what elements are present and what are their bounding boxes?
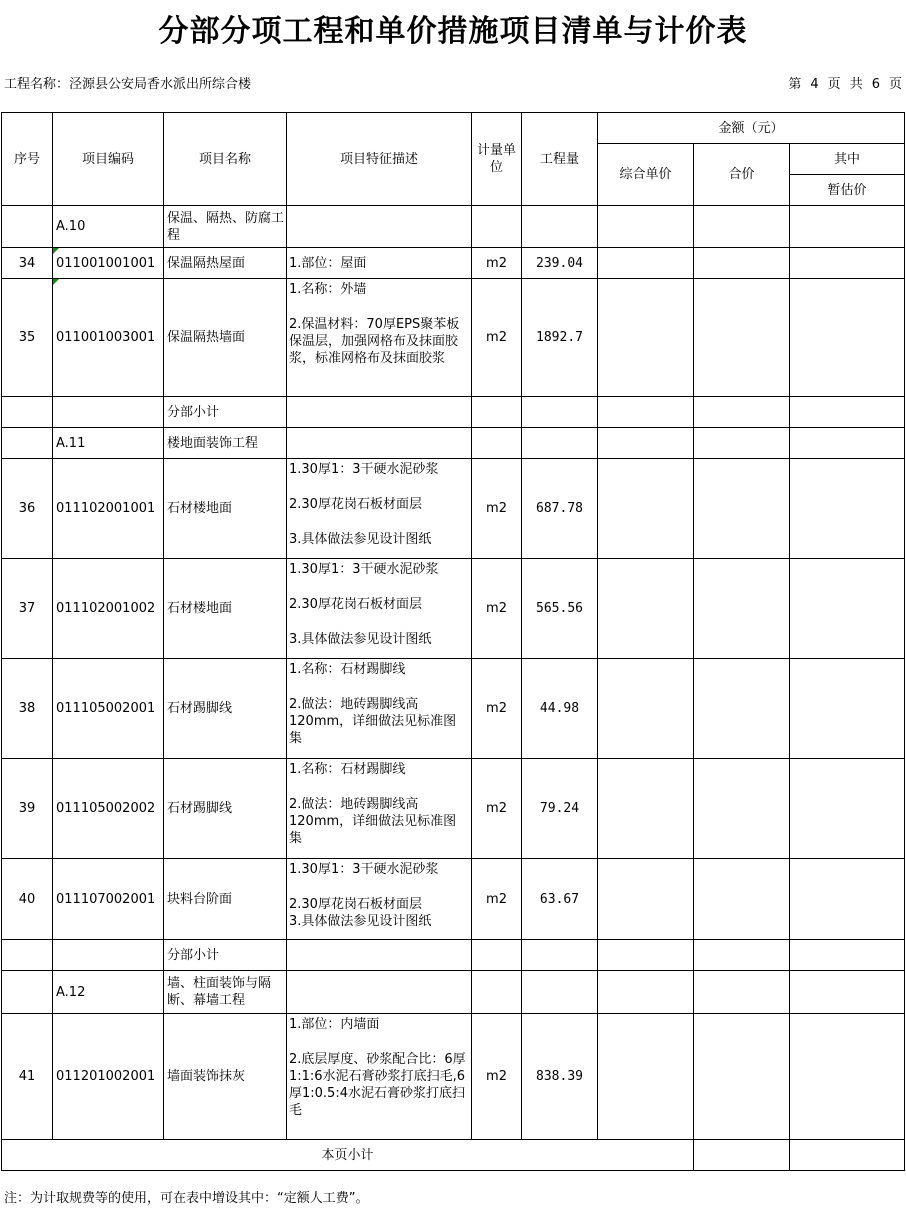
desc-cell <box>287 1014 472 1140</box>
code-cell: 011001003001 <box>53 279 164 397</box>
desc-line: 1.名称：外墙 <box>289 282 367 297</box>
page-subtotal-label: 本页小计 <box>2 1140 694 1171</box>
seq-cell: 39 <box>2 759 53 859</box>
table-row <box>2 859 905 940</box>
desc-line: 1.部位：内墙面 <box>289 1017 380 1032</box>
desc-line: 2.30厚花岗石板材面层 <box>289 897 422 912</box>
code-cell: 011102001002 <box>53 559 164 659</box>
table-row <box>2 248 905 279</box>
desc-cell <box>287 248 472 279</box>
unit-cell: m2 <box>472 248 522 279</box>
desc-line: 1.30厚1：3干硬水泥砂浆 <box>289 462 439 477</box>
table-row <box>2 279 905 397</box>
header-of-which: 其中 <box>790 144 905 175</box>
header-unit-text: 计量单位 <box>476 143 516 175</box>
subtotal-label: 分部小计 <box>164 397 287 428</box>
desc-cell <box>287 279 472 397</box>
page-unit: 页 <box>827 77 841 92</box>
page-title: 分部分项工程和单价措施项目清单与计价表 <box>158 14 748 49</box>
code-cell: 011105002002 <box>53 759 164 859</box>
bill-table <box>1 112 905 1171</box>
unit-cell: m2 <box>472 279 522 397</box>
code-cell: 011105002001 <box>53 659 164 759</box>
code-cell: 011001001001 <box>53 248 164 279</box>
desc-line: 2.做法：地砖踢脚线高120mm，详细做法见标准图集 <box>289 697 457 746</box>
name-cell: 块料台阶面 <box>164 859 287 940</box>
name-cell: 保温隔热墙面 <box>164 279 287 397</box>
header-code: 项目编码 <box>53 113 164 206</box>
qty-cell: 63.67 <box>522 859 598 940</box>
qty-cell: 565.56 <box>522 559 598 659</box>
section-code: A.10 <box>53 206 164 248</box>
section-name: 楼地面装饰工程 <box>164 428 287 459</box>
footnote: 注：为计取规费等的使用，可在表中增设其中：“定额人工费”。 <box>4 1191 369 1206</box>
desc-line: 3.具体做法参见设计图纸 <box>289 914 432 929</box>
code-cell: 011201002001 <box>53 1014 164 1140</box>
name-cell: 墙面装饰抹灰 <box>164 1014 287 1140</box>
desc-line: 3.具体做法参见设计图纸 <box>289 532 432 547</box>
desc-cell <box>287 859 472 940</box>
table-row <box>2 659 905 759</box>
desc-line: 1.名称：石材踢脚线 <box>289 762 406 777</box>
section-row <box>2 971 905 1014</box>
header-seq: 序号 <box>2 113 53 206</box>
desc-line: 2.30厚花岗石板材面层 <box>289 597 422 612</box>
desc-line: 3.具体做法参见设计图纸 <box>289 632 432 647</box>
section-row <box>2 206 905 248</box>
desc-line: 1.名称：石材踢脚线 <box>289 662 406 677</box>
unit-cell: m2 <box>472 559 522 659</box>
page-subtotal-row <box>2 1140 905 1171</box>
name-cell: 石材踢脚线 <box>164 759 287 859</box>
project-name: 泾源县公安局香水派出所综合楼 <box>69 77 252 92</box>
header-qty: 工程量 <box>522 113 598 206</box>
total-label: 共 <box>849 77 863 92</box>
seq-cell: 34 <box>2 248 53 279</box>
page-number: 4 <box>810 77 819 92</box>
project-label: 工程名称： <box>4 77 70 92</box>
name-cell: 石材踢脚线 <box>164 659 287 759</box>
desc-line: 2.做法：地砖踢脚线高120mm，详细做法见标准图集 <box>289 797 457 846</box>
header-desc: 项目特征描述 <box>287 113 472 206</box>
desc-line: 1.30厚1：3干硬水泥砂浆 <box>289 862 439 877</box>
unit-cell: m2 <box>472 1014 522 1140</box>
qty-cell: 79.24 <box>522 759 598 859</box>
seq-cell: 35 <box>2 279 53 397</box>
qty-cell: 687.78 <box>522 459 598 559</box>
code-cell: 011107002001 <box>53 859 164 940</box>
qty-cell: 1892.7 <box>522 279 598 397</box>
name-cell: 石材楼地面 <box>164 559 287 659</box>
qty-cell: 239.04 <box>522 248 598 279</box>
table-row <box>2 759 905 859</box>
desc-cell <box>287 459 472 559</box>
seq-cell: 36 <box>2 459 53 559</box>
total-unit: 页 <box>888 77 902 92</box>
table-row <box>2 559 905 659</box>
seq-cell: 40 <box>2 859 53 940</box>
desc-cell <box>287 759 472 859</box>
subtotal-label: 分部小计 <box>164 940 287 971</box>
desc-line: 1.30厚1：3干硬水泥砂浆 <box>289 562 439 577</box>
unit-cell: m2 <box>472 759 522 859</box>
header-total-price: 合价 <box>694 144 790 206</box>
subtotal-row <box>2 397 905 428</box>
header-amount: 金额（元） <box>598 113 905 144</box>
desc-cell <box>287 659 472 759</box>
unit-cell: m2 <box>472 659 522 759</box>
name-cell: 保温隔热屋面 <box>164 248 287 279</box>
section-name: 墙、柱面装饰与隔断、幕墙工程 <box>164 971 287 1014</box>
section-code: A.11 <box>53 428 164 459</box>
desc-line: 2.底层厚度、砂浆配合比：6厚1:1:6水泥石膏砂浆打底扫毛,6厚1:0.5:4水泥石膏砂浆打底扫毛 <box>289 1052 466 1118</box>
unit-cell: m2 <box>472 859 522 940</box>
section-code: A.12 <box>53 971 164 1014</box>
section-row <box>2 428 905 459</box>
seq-cell: 38 <box>2 659 53 759</box>
header-name: 项目名称 <box>164 113 287 206</box>
code-cell: 011102001001 <box>53 459 164 559</box>
qty-cell: 44.98 <box>522 659 598 759</box>
section-name: 保温、隔热、防腐工程 <box>164 206 287 248</box>
project-name-line <box>4 73 251 92</box>
qty-cell: 838.39 <box>522 1014 598 1140</box>
seq-cell: 37 <box>2 559 53 659</box>
seq-cell: 41 <box>2 1014 53 1140</box>
page-indicator <box>779 73 902 92</box>
desc-line: 2.保温材料：70厚EPS聚苯板保温层，加强网格布及抹面胶浆，标准网格布及抹面胶浆 <box>289 317 460 366</box>
header-unit-price: 综合单价 <box>598 144 694 206</box>
unit-cell: m2 <box>472 459 522 559</box>
desc-line: 1.部位：屋面 <box>289 255 367 271</box>
header-unit <box>472 113 522 206</box>
desc-line: 2.30厚花岗石板材面层 <box>289 497 422 512</box>
desc-cell <box>287 559 472 659</box>
total-pages: 6 <box>871 77 880 92</box>
name-cell: 石材楼地面 <box>164 459 287 559</box>
page-label: 第 <box>788 77 802 92</box>
table-row <box>2 459 905 559</box>
table-row <box>2 1014 905 1140</box>
header-provisional: 暂估价 <box>790 175 905 206</box>
subtotal-row <box>2 940 905 971</box>
